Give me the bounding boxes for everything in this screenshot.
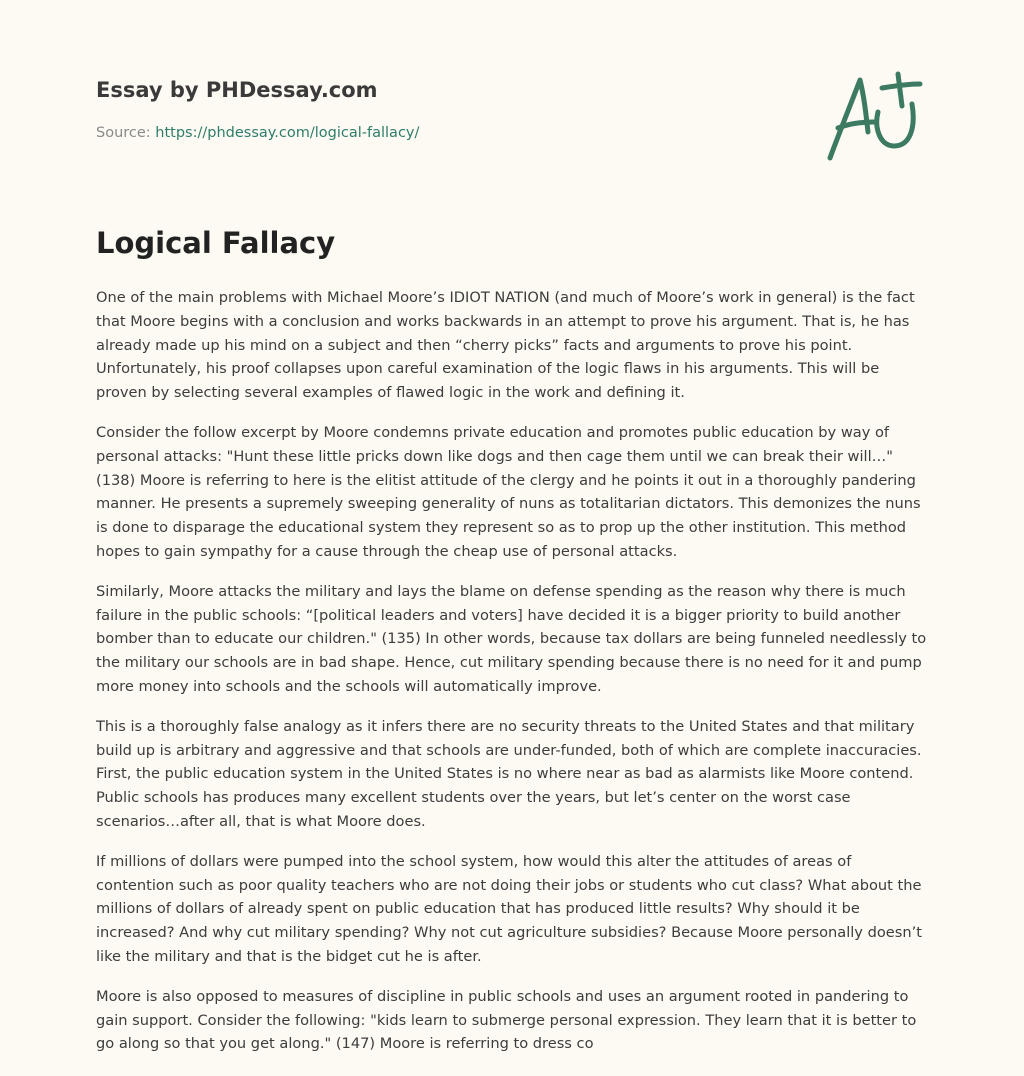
- source-label: Source:: [96, 125, 156, 141]
- essay-header: [96, 76, 796, 143]
- a-plus-logo-icon: [820, 66, 930, 166]
- site-title: Essay by PHDessay.com: [96, 78, 378, 102]
- essay-paragraph: Moore is also opposed to measures of discipline in public schools and uses an argument rooted in pandering to gain support. Consider the following: "kids learn to submerge personal expression. They learn that it is better to go along so that you get along." (147) Moore is referring to dress co: [96, 987, 917, 1053]
- essay-title: Logical Fallacy: [96, 226, 336, 260]
- essay-paragraph: Consider the follow excerpt by Moore condemns private education and promotes public education by way of personal attacks: "Hunt these little pricks down like dogs and then cage them until we can break their will…" (138) Moore is referring to here is the elitist attitude of the clergy and he points it out in a thoroughly pandering manner. He presents a supremely sweeping generality of nuns as totalitarian dictators. This demonizes the nuns is done to disparage the educational system they represent so as to prop up the other institution. This method hopes to gain sympathy for a cause through the cheap use of personal attacks.: [96, 423, 921, 560]
- source-link[interactable]: https://phdessay.com/logical-fallacy/: [155, 125, 420, 141]
- essay-paragraph: This is a thoroughly false analogy as it infers there are no security threats to the United States and that military build up is arbitrary and aggressive and that schools are under-funded, both of which are complete inaccuracies. First, the public education system in the United States is no where near as bad as alarmists like Moore contend. Public schools has produces many excellent students over the years, but let’s center on the worst case scenarios…after all, that is what Moore does.: [96, 717, 922, 830]
- source-line: [96, 123, 796, 143]
- essay-paragraph: If millions of dollars were pumped into the school system, how would this alter the attitudes of areas of contention such as poor quality teachers who are not doing their jobs or students who cut class? What about the millions of dollars of already spent on public education that has produced little results? Why should it be increased? And why cut military spending? Why not cut agriculture subsidies? Because Moore personally doesn’t like the military and that is the bidget cut he is after.: [96, 852, 922, 965]
- essay-paragraph: Similarly, Moore attacks the military and lays the blame on defense spending as the reason why there is much failure in the public schools: “[political leaders and voters] have decided it is a bigger priority to build another bomber than to educate our children." (135) In other words, because tax dollars are being funneled needlessly to the military our schools are in bad shape. Hence, cut military spending because there is no need for it and pump more money into schools and the schools will automatically improve.: [96, 582, 927, 695]
- essay-paragraph: One of the main problems with Michael Moore’s IDIOT NATION (and much of Moore’s work in general) is the fact that Moore begins with a conclusion and works backwards in an attempt to prove his argument. That is, he has already made up his mind on a subject and then “cherry picks” facts and arguments to prove his point. Unfortunately, his proof collapses upon careful examination of the logic flaws in his arguments. This will be proven by selecting several examples of flawed logic in the work and defining it.: [96, 289, 915, 402]
- essay-body: [96, 286, 930, 1072]
